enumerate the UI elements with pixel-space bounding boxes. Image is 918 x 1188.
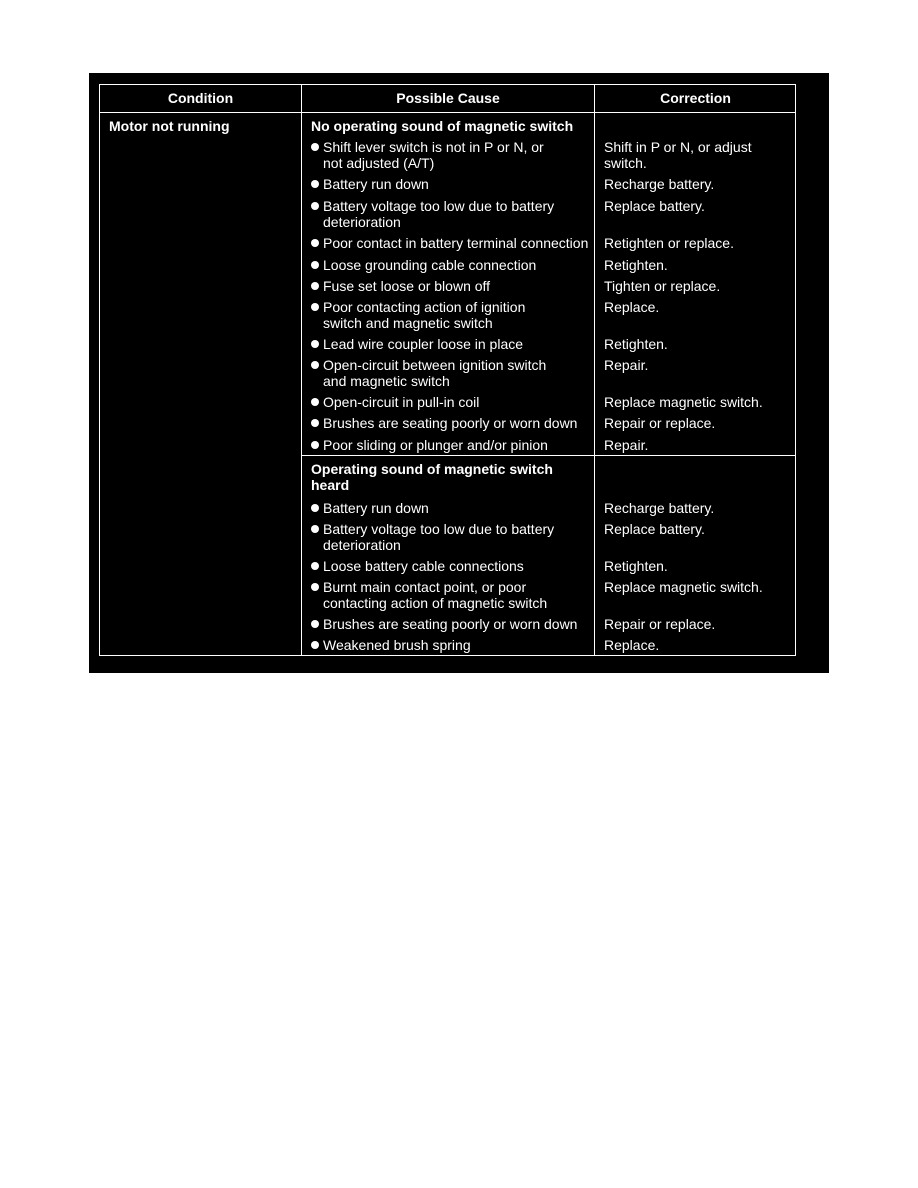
cause-cell xyxy=(311,257,536,273)
correction-cell xyxy=(604,278,720,294)
cause-line: Poor contacting action of ignition xyxy=(323,299,526,315)
header-divider xyxy=(100,112,795,113)
correction-cell xyxy=(604,257,668,273)
bullet-icon xyxy=(311,143,319,151)
cause-line-continued: deterioration xyxy=(323,537,401,553)
cause-line: Weakened brush spring xyxy=(323,637,471,653)
correction-cell xyxy=(604,558,668,574)
group1-title: No operating sound of magnetic switch xyxy=(311,118,574,134)
correction-cell xyxy=(604,176,714,192)
correction-line: Tighten or replace. xyxy=(604,278,721,294)
cause-line-continued: and magnetic switch xyxy=(323,373,450,389)
cause-cell xyxy=(311,198,554,230)
cause-line: Battery voltage too low due to battery xyxy=(323,198,555,214)
correction-line: Retighten or replace. xyxy=(604,235,734,251)
correction-line: Recharge battery. xyxy=(604,176,715,192)
cause-cell xyxy=(311,521,554,553)
cause-cell xyxy=(311,637,471,653)
correction-cell xyxy=(604,336,668,352)
correction-line: Retighten. xyxy=(604,558,668,574)
correction-cell xyxy=(604,198,705,214)
column-divider-2 xyxy=(594,85,595,655)
group2-title-line1: Operating sound of magnetic switch xyxy=(311,461,553,477)
table-panel xyxy=(89,73,829,673)
cause-line: Fuse set loose or blown off xyxy=(323,278,491,294)
correction-line: switch. xyxy=(604,155,647,171)
cause-line: Shift lever switch is not in P or N, or xyxy=(323,139,544,155)
cause-cell xyxy=(311,415,577,431)
bullet-icon xyxy=(311,361,319,369)
cause-line-continued: contacting action of magnetic switch xyxy=(323,595,548,611)
cause-line: Open-circuit between ignition switch xyxy=(323,357,547,373)
condition-cell: Motor not running xyxy=(109,118,230,134)
correction-cell xyxy=(604,437,648,453)
bullet-icon xyxy=(311,441,319,449)
bullet-icon xyxy=(311,282,319,290)
header-possible-cause: Possible Cause xyxy=(396,90,500,106)
bullet-icon xyxy=(311,525,319,533)
bullet-icon xyxy=(311,620,319,628)
correction-cell xyxy=(604,299,659,315)
correction-cell xyxy=(604,579,763,595)
cause-cell xyxy=(311,394,479,410)
cause-cell xyxy=(311,235,588,251)
correction-line: Repair or replace. xyxy=(604,415,716,431)
cause-cell xyxy=(311,278,490,294)
cause-line: Brushes are seating poorly or worn down xyxy=(323,616,578,632)
correction-line: Replace battery. xyxy=(604,521,705,537)
cause-cell xyxy=(311,579,547,611)
correction-line: Repair. xyxy=(604,437,649,453)
cause-cell xyxy=(311,176,429,192)
correction-cell xyxy=(604,415,715,431)
header-condition: Condition xyxy=(167,90,234,106)
cause-cell xyxy=(311,500,429,516)
cause-line: Lead wire coupler loose in place xyxy=(323,336,524,352)
troubleshooting-table xyxy=(99,84,796,656)
correction-cell xyxy=(604,500,714,516)
bullet-icon xyxy=(311,504,319,512)
correction-line: Repair or replace. xyxy=(604,616,716,632)
correction-line: Repair. xyxy=(604,357,649,373)
correction-cell xyxy=(604,616,715,632)
group-divider xyxy=(301,455,795,456)
correction-line: Replace magnetic switch. xyxy=(604,394,763,410)
cause-line: Brushes are seating poorly or worn down xyxy=(323,415,578,431)
cause-line: Loose grounding cable connection xyxy=(323,257,537,273)
correction-cell xyxy=(604,235,734,251)
bullet-icon xyxy=(311,202,319,210)
group2-title-line2: heard xyxy=(311,477,350,493)
correction-cell xyxy=(604,139,752,171)
cause-line: Burnt main contact point, or poor xyxy=(323,579,527,595)
correction-line: Recharge battery. xyxy=(604,500,715,516)
correction-cell xyxy=(604,521,705,537)
cause-cell xyxy=(311,299,525,331)
cause-line-continued: not adjusted (A/T) xyxy=(323,155,435,171)
correction-line: Retighten. xyxy=(604,336,668,352)
cause-line-continued: switch and magnetic switch xyxy=(323,315,493,331)
header-correction: Correction xyxy=(660,90,731,106)
bullet-icon xyxy=(311,641,319,649)
column-divider-1 xyxy=(301,85,302,655)
cause-line: Battery run down xyxy=(323,500,429,516)
cause-line-continued: deterioration xyxy=(323,214,401,230)
cause-cell xyxy=(311,336,523,352)
correction-line: Replace. xyxy=(604,299,660,315)
bullet-icon xyxy=(311,398,319,406)
cause-cell xyxy=(311,357,546,389)
bullet-icon xyxy=(311,261,319,269)
correction-cell xyxy=(604,394,763,410)
cause-line: Battery voltage too low due to battery xyxy=(323,521,555,537)
cause-line: Open-circuit in pull-in coil xyxy=(323,394,480,410)
bullet-icon xyxy=(311,303,319,311)
cause-line: Poor contact in battery terminal connection xyxy=(323,235,589,251)
cause-line: Loose battery cable connections xyxy=(323,558,524,574)
cause-line: Battery run down xyxy=(323,176,429,192)
group2-title xyxy=(311,461,553,493)
cause-cell xyxy=(311,437,548,453)
bullet-icon xyxy=(311,239,319,247)
bullet-icon xyxy=(311,340,319,348)
correction-line: Replace battery. xyxy=(604,198,705,214)
correction-line: Replace magnetic switch. xyxy=(604,579,763,595)
bullet-icon xyxy=(311,419,319,427)
cause-cell xyxy=(311,139,544,171)
bullet-icon xyxy=(311,180,319,188)
cause-cell xyxy=(311,616,577,632)
bullet-icon xyxy=(311,583,319,591)
correction-line: Shift in P or N, or adjust xyxy=(604,139,752,155)
correction-line: Replace. xyxy=(604,637,660,653)
correction-line: Retighten. xyxy=(604,257,668,273)
cause-cell xyxy=(311,558,524,574)
correction-cell xyxy=(604,357,648,373)
cause-line: Poor sliding or plunger and/or pinion xyxy=(323,437,548,453)
bullet-icon xyxy=(311,562,319,570)
correction-cell xyxy=(604,637,659,653)
